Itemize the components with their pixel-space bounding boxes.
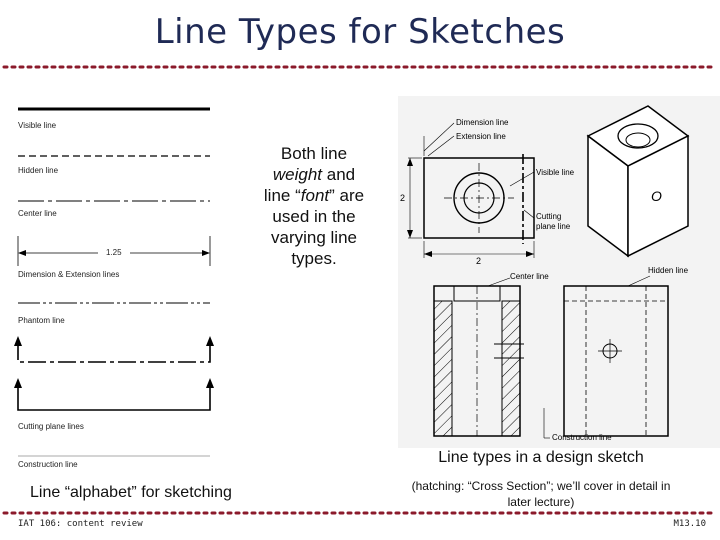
footer-slide-number: M13.10 xyxy=(673,519,706,529)
label-cutting-line-2: plane line xyxy=(536,222,571,231)
bottom-divider xyxy=(0,508,720,518)
dim-horizontal-value: 2 xyxy=(476,256,482,266)
font-line-pre: line “ xyxy=(263,186,301,205)
dimension-value: 1.25 xyxy=(106,248,122,257)
line-alphabet-panel xyxy=(14,100,214,472)
caption-line-alphabet: Line “alphabet” for sketching xyxy=(30,484,232,501)
label-phantom-line: Phantom line xyxy=(18,316,65,325)
explanation-line-6: types. xyxy=(291,249,337,268)
explanation-line-4: used in the xyxy=(272,207,356,226)
label-extension-line: Extension line xyxy=(456,132,506,141)
line-alphabet-drawing xyxy=(14,100,214,472)
font-line-post: ” are xyxy=(329,186,365,205)
footer-course: IAT 106: content review xyxy=(18,519,143,529)
label-center-line: Center line xyxy=(18,209,57,218)
explanation-text xyxy=(250,143,378,269)
label-visible-line: Visible line xyxy=(18,121,57,130)
explanation-line-1: Both line xyxy=(280,144,348,163)
and-word: and xyxy=(322,165,356,184)
design-sketch-panel xyxy=(398,96,720,448)
font-word: font xyxy=(300,186,330,205)
top-divider xyxy=(0,62,720,72)
dim-vertical-value: 2 xyxy=(400,193,406,203)
explanation-line-3 xyxy=(250,185,378,206)
weight-word: weight xyxy=(272,165,323,184)
label-cutting-line-1: Cutting xyxy=(536,212,562,221)
label-sketch-hidden-line: Hidden line xyxy=(648,266,689,275)
label-sketch-visible-line: Visible line xyxy=(536,168,575,177)
label-sketch-construction-line: Construction line xyxy=(552,433,612,442)
label-sketch-center-line: Center line xyxy=(510,272,549,281)
label-hidden-line: Hidden line xyxy=(18,166,59,175)
slide-title: Line Types for Sketches xyxy=(154,12,566,52)
explanation-line-2 xyxy=(250,164,378,185)
caption-design-sketch: Line types in a design sketch xyxy=(438,449,644,466)
label-dimension-extension: Dimension & Extension lines xyxy=(18,270,120,279)
hatching-note: (hatching: “Cross Section”; we’ll cover in detail in later lecture) xyxy=(411,479,671,509)
label-dimension-line: Dimension line xyxy=(456,118,509,127)
label-construction-line: Construction line xyxy=(18,460,78,469)
explanation-line-5: varying line xyxy=(271,228,357,247)
iso-face-letter: O xyxy=(651,188,662,204)
label-cutting-plane: Cutting plane lines xyxy=(18,422,84,431)
